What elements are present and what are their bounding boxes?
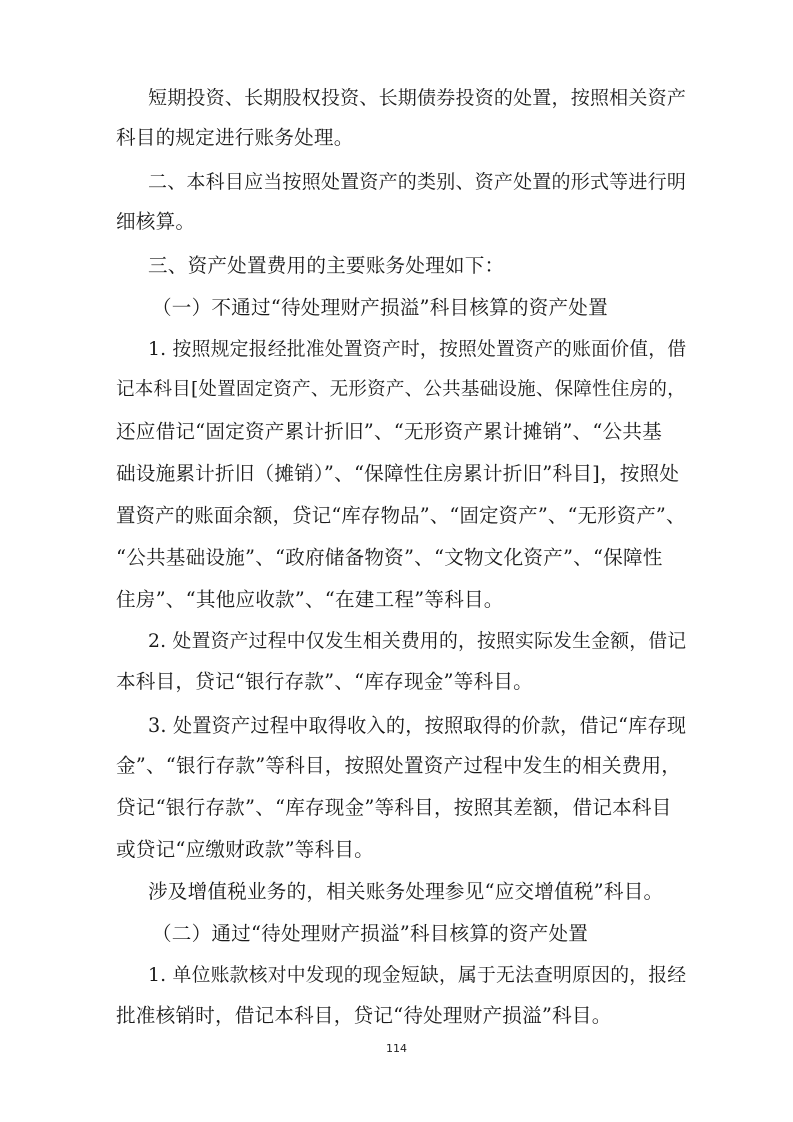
text-line: 批准核销时，借记本科目，贷记“待处理财产损溢”科目。 [116, 1004, 612, 1027]
page-number: 114 [386, 1042, 407, 1055]
text-line: 金”、“银行存款”等科目，按照处置资产过程中发生的相关费用， [116, 754, 682, 777]
text-line: 贷记“银行存款”、“库存现金”等科目，按照其差额，借记本科目 [116, 796, 672, 819]
text-line: 置资产的账面余额，贷记“库存物品”、“固定资产”、“无形资产”、 [116, 504, 686, 527]
text-line: 涉及增值税业务的，相关账务处理参见“应交增值税”科目。 [148, 880, 664, 903]
text-line: 科目的规定进行账务处理。 [116, 126, 354, 149]
text-line: 2. 处置资产过程中仅发生相关费用的，按照实际发生金额，借记 [148, 631, 687, 652]
text-line: “公共基础设施”、“政府储备物资”、“文物文化资产”、“保障性 [116, 546, 663, 569]
text-line: 记本科目[处置固定资产、无形资产、公共基础设施、保障性住房的， [116, 379, 686, 400]
text-line: 细核算。 [116, 210, 196, 233]
text-line: （二）通过“待处理财产损溢”科目核算的资产处置 [152, 922, 589, 945]
text-line: 本科目，贷记“银行存款”、“库存现金”等科目。 [116, 670, 533, 693]
text-line: 二、本科目应当按照处置资产的类别、资产处置的形式等进行明 [148, 171, 687, 193]
text-line: 1. 按照规定报经批准处置资产时，按照处置资产的账面价值，借 [148, 339, 687, 360]
text-line: 住房”、“其他应收款”、“在建工程”等科目。 [116, 588, 504, 611]
text-line: 或贷记“应缴财政款”等科目。 [116, 838, 374, 861]
text-line: 短期投资、长期股权投资、长期债券投资的处置，按照相关资产 [148, 87, 687, 109]
text-line: 三、资产处置费用的主要账务处理如下： [148, 254, 505, 277]
text-line: （一）不通过“待处理财产损溢”科目核算的资产处置 [152, 296, 608, 319]
text-line: 3. 处置资产过程中取得收入的，按照取得的价款，借记“库存现 [148, 714, 687, 737]
text-line: 1. 单位账款核对中发现的现金短缺，属于无法查明原因的，报经 [148, 965, 687, 986]
text-line: 还应借记“固定资产累计折旧”、“无形资产累计摊销”、“公共基 [116, 420, 662, 443]
text-line: 础设施累计折旧（摊销）”、“保障性住房累计折旧”科目]，按照处 [116, 462, 680, 485]
